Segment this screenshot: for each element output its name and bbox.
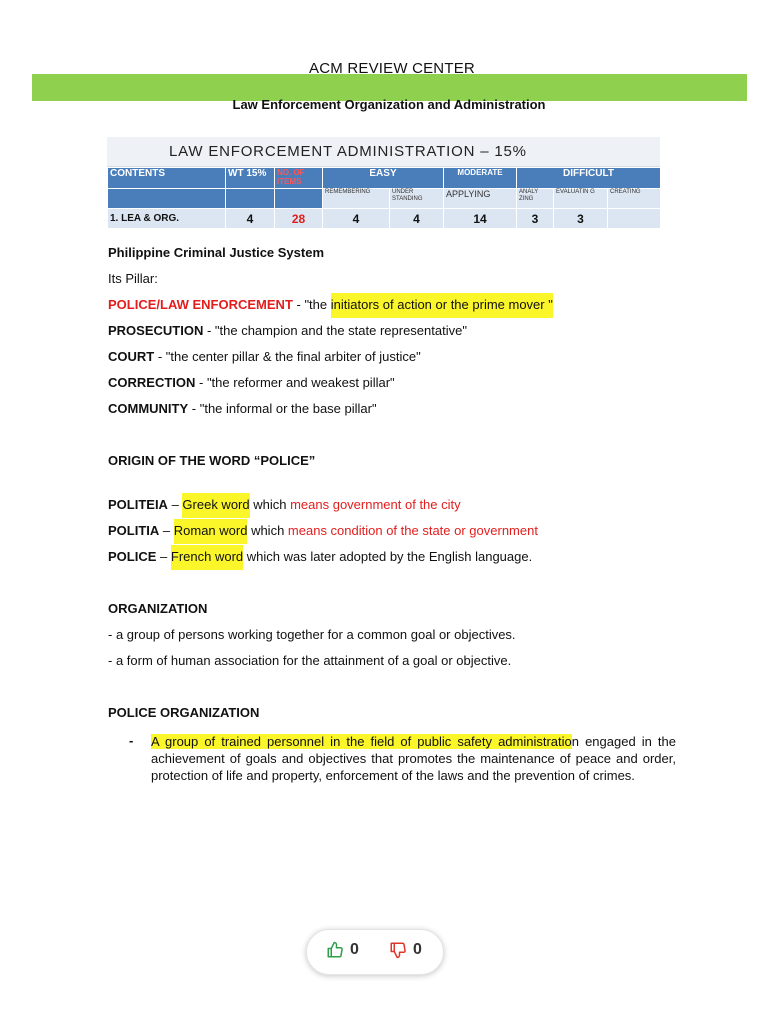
origin-mid: which xyxy=(247,523,288,538)
origin-heading: ORIGIN OF THE WORD “POLICE” xyxy=(108,453,316,468)
origin-meaning: means government of the city xyxy=(290,497,461,512)
col-moderate: MODERATE xyxy=(444,168,517,189)
weight-table xyxy=(107,137,660,228)
sub-creating: CREATING xyxy=(608,189,661,209)
origin-politeia xyxy=(108,497,461,512)
pillar-desc: - "the informal or the base pillar" xyxy=(188,401,377,416)
row-applying: 14 xyxy=(444,209,517,229)
row-remembering: 4 xyxy=(323,209,390,229)
organization-def-1: - a group of persons working together for a common goal or objectives. xyxy=(108,627,516,642)
col-difficult: DIFFICULT xyxy=(517,168,661,189)
sub-remembering: REMEMBERING xyxy=(323,189,390,209)
origin-dash: – xyxy=(167,497,183,512)
row-creating xyxy=(608,209,661,229)
pillar-name: COURT xyxy=(108,349,155,364)
sub-analyzing: ANALY ZING xyxy=(517,189,554,209)
origin-meaning: means condition of the state or government xyxy=(287,523,538,538)
row-understanding: 4 xyxy=(390,209,444,229)
organization-heading: ORGANIZATION xyxy=(108,601,208,616)
origin-term: POLICE xyxy=(108,549,157,564)
row-evaluating: 3 xyxy=(554,209,608,229)
pillar-desc: - "the center pillar & the final arbiter of justice" xyxy=(154,349,421,364)
pillar-desc: - "the reformer and weakest pillar" xyxy=(195,375,395,390)
sub-blank-1 xyxy=(108,189,226,209)
row-items: 28 xyxy=(275,209,323,229)
row-wt: 4 xyxy=(226,209,275,229)
thumbs-up-icon xyxy=(326,941,344,959)
bullet-marker: - xyxy=(129,733,134,748)
table-grid xyxy=(107,167,661,229)
origin-language: Roman word xyxy=(174,519,248,544)
document-subtitle: Law Enforcement Organization and Administration xyxy=(232,97,546,112)
origin-dash: – xyxy=(159,523,174,538)
pillar-court xyxy=(108,349,421,364)
origin-mid: which was later adopted by the English language. xyxy=(243,549,533,564)
origin-police xyxy=(108,549,532,564)
pillar-name: COMMUNITY xyxy=(108,401,189,416)
definition-rest: n engaged in the achievement of goals and objectives that promotes the maintenance of peace and order, protection of life and property, enforcement of the laws and the prevention of crimes. xyxy=(151,734,676,783)
sub-blank-3 xyxy=(275,189,323,209)
pillar-name: POLICE/LAW ENFORCEMENT xyxy=(108,297,293,312)
sub-blank-2 xyxy=(226,189,275,209)
definition-highlight: A group of trained personnel in the field of public safety administratio xyxy=(151,734,572,749)
sub-evaluating: EVALUATIN G xyxy=(554,189,608,209)
row-analyzing: 3 xyxy=(517,209,554,229)
cjs-heading: Philippine Criminal Justice System xyxy=(108,245,325,260)
vote-widget xyxy=(306,929,444,975)
pillar-police xyxy=(108,297,553,312)
sub-understanding: UNDER STANDING xyxy=(390,189,444,209)
pillar-prosecution xyxy=(108,323,467,338)
col-items: NO. OF ITEMS xyxy=(275,168,323,189)
table-heading: LAW ENFORCEMENT ADMINISTRATION – 15% xyxy=(107,137,660,167)
pillar-desc-pre: - "the xyxy=(292,297,331,312)
row-content: 1. LEA & ORG. xyxy=(108,209,226,229)
origin-term: POLITEIA xyxy=(108,497,168,512)
col-contents: CONTENTS xyxy=(108,168,226,189)
pillar-name: PROSECUTION xyxy=(108,323,204,338)
origin-language: Greek word xyxy=(182,493,249,518)
document-title: ACM REVIEW CENTER xyxy=(309,60,475,77)
upvote-button[interactable] xyxy=(326,941,359,959)
origin-politia xyxy=(108,523,538,538)
pillar-correction xyxy=(108,375,395,390)
organization-def-2: - a form of human association for the attainment of a goal or objective. xyxy=(108,653,512,668)
col-wt: WT 15% xyxy=(226,168,275,189)
thumbs-down-icon xyxy=(389,941,407,959)
col-easy: EASY xyxy=(323,168,444,189)
origin-term: POLITIA xyxy=(108,523,160,538)
origin-dash: – xyxy=(156,549,171,564)
downvote-count: 0 xyxy=(413,941,422,958)
origin-mid: which xyxy=(249,497,291,512)
pillar-desc-highlight: initiators of action or the prime mover " xyxy=(331,293,553,318)
downvote-button[interactable] xyxy=(389,941,422,959)
upvote-count: 0 xyxy=(350,941,359,958)
cjs-intro: Its Pillar: xyxy=(108,271,158,286)
police-org-definition xyxy=(151,733,676,784)
pillar-community xyxy=(108,401,377,416)
origin-language: French word xyxy=(171,545,243,570)
pillar-name: CORRECTION xyxy=(108,375,196,390)
police-org-heading: POLICE ORGANIZATION xyxy=(108,705,260,720)
pillar-desc: - "the champion and the state representative" xyxy=(203,323,467,338)
sub-applying: APPLYING xyxy=(444,189,517,209)
